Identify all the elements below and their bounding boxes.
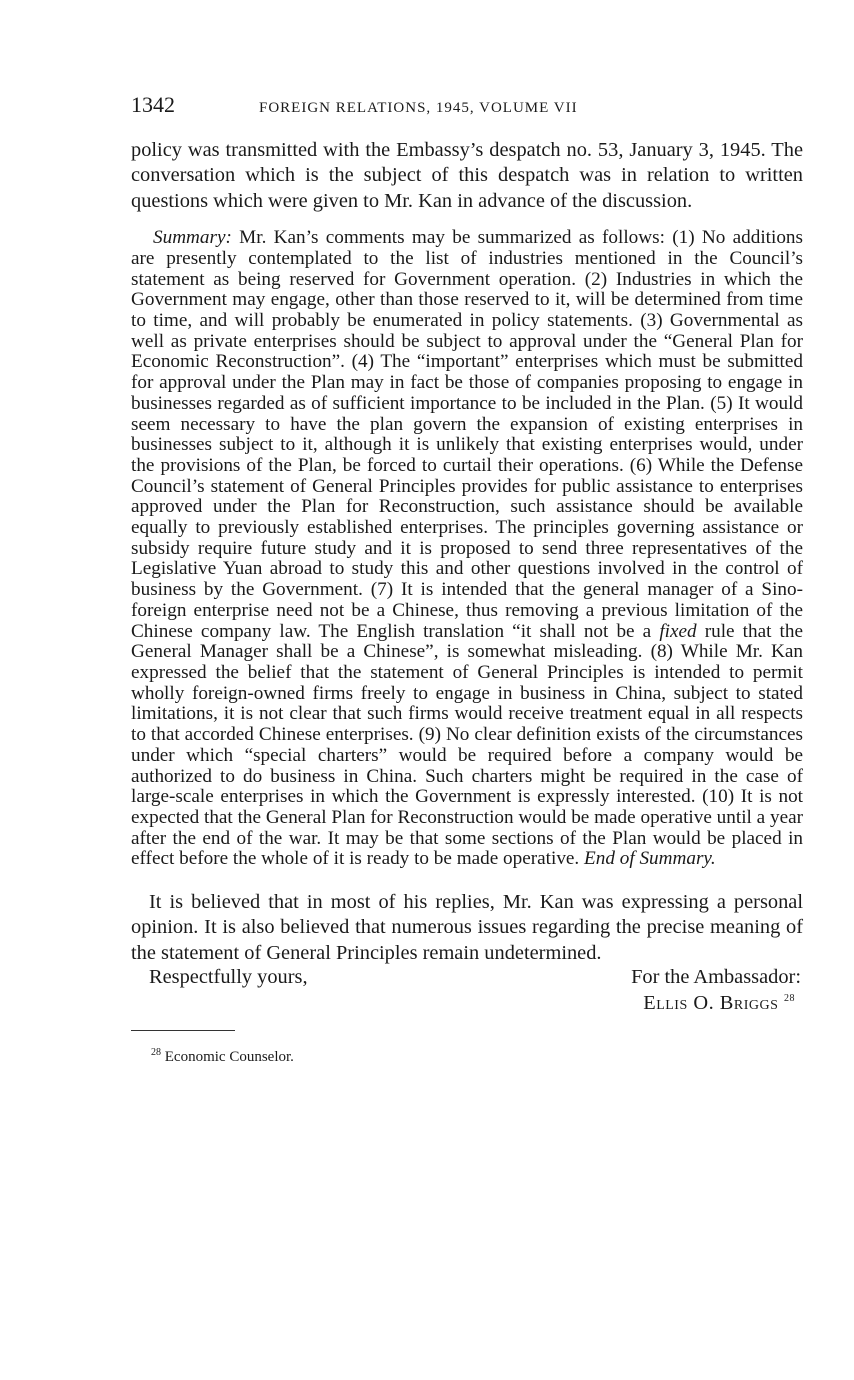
signer-name-text: Ellis O. Briggs: [643, 992, 779, 1015]
footnote-reference: 28: [784, 993, 795, 1005]
document-page: [131, 92, 803, 1066]
summary-text: Mr. Kan’s comments may be summarized as follows: (1) No additions are presently contemplated to the list of industries mentioned in the Council’s statement as being reserved for Government operation. (2) Industries in which the Government may engage, other than those reserved to it, will be determined from time to time, and will probably be enumerated in policy statements. (3) Governmental as well as private enterprises should be subject to approval under the “General Plan for Economic Reconstruction”. (4) The “important” enterprises which must be submitted for approval under the Plan may in fact be those of companies proposing to engage in businesses regarded as of sufficient importance to be included in the Plan. (5) It would seem necessary to have the plan govern the expansion of existing enterprises in businesses subject to it, although it is unlikely that existing enterprises would, under the provisions of the Plan, be forced to curtail their operations. (6) While the Defense Council’s statement of General Principles provides for public assistance to enterprises approved under the Plan for Reconstruction, such assistance should be available equally to previously established enterprises. The principles governing assistance or subsidy require future study and it is proposed to send three representatives of the Legislative Yuan abroad to study this and other questions involved in the control of business by the Government. (7) It is intended that the general manager of a Sino-foreign enterprise need not be a Chinese, thus removing a previous limitation of the Chinese company law. The English translation “it shall not be a: [131, 227, 803, 642]
footnote-marker: 28: [151, 1047, 161, 1059]
closing-paragraph: It is believed that in most of his replies, Mr. Kan was expressing a personal opinion. It is also believed that numerous issues regarding the precise meaning of the statement of General Principles remain undetermined.: [131, 891, 803, 964]
complimentary-close: Respectfully yours,: [149, 966, 308, 989]
running-head: FOREIGN RELATIONS, 1945, VOLUME VII: [259, 100, 578, 116]
summary-emphasis: fixed: [659, 620, 697, 642]
footnote-divider: [131, 1030, 235, 1031]
summary-end: End of Summary.: [584, 848, 716, 870]
summary-label: Summary:: [153, 227, 232, 249]
footnote: [151, 1047, 803, 1066]
page-number: 1342: [131, 92, 175, 117]
signoff-block: [131, 966, 803, 1018]
summary-paragraph: [131, 228, 803, 870]
footnote-text: Economic Counselor.: [161, 1049, 294, 1066]
signer-name: [643, 992, 795, 1015]
for-ambassador-line: For the Ambassador:: [631, 966, 801, 989]
page-header: [131, 92, 803, 124]
summary-text-continued: rule that the General Manager shall be a Chinese”, is somewhat misleading. (8) While Mr. Kan expressed the belief that the statement of General Principles is intended to permit wholly foreign-owned firms freely to engage in business in China, subject to stated limitations, it is not clear that such firms would receive treatment equal in all respects to that accorded Chinese enterprises. (9) No clear definition exists of the circumstances under which “special charters” would be required before a company would be authorized to do business in China. Such charters might be required in the case of large-scale enterprises in which the Government is expressly interested. (10) It is not expected that the General Plan for Reconstruction would be made operative until a year after the end of the war. It may be that some sections of the Plan would be placed in effect before the whole of it is ready to be made operative.: [131, 620, 803, 870]
intro-paragraph: policy was transmitted with the Embassy’s despatch no. 53, January 3, 1945. The conversation which is the subject of this despatch was in relation to written questions which were given to Mr. Kan in advance of the discussion.: [131, 139, 803, 212]
